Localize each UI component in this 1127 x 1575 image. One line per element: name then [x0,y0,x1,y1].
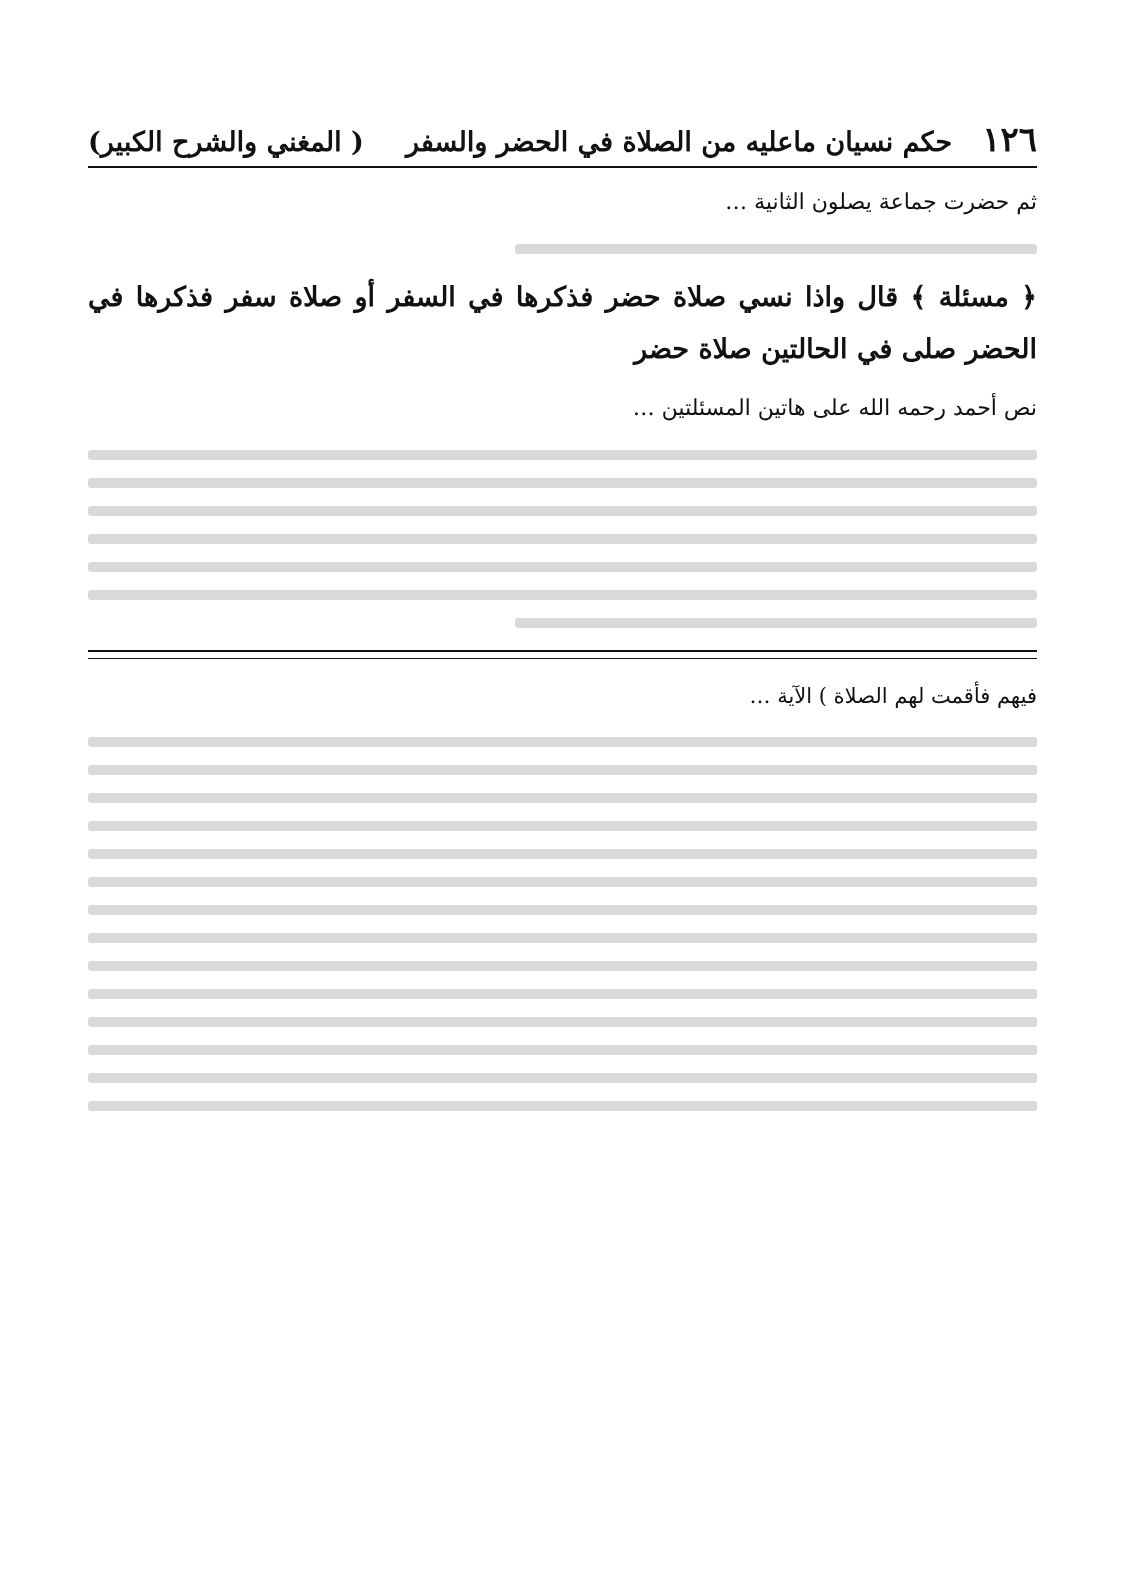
masala-heading: ﴿ مسئلة ﴾ قال واذا نسي صلاة حضر فذكرها في السفر أو صلاة سفر فذكرها في الحضر صلى في الحالتين صلاة حضر [88,282,1037,365]
text-line-placeholder [88,590,1037,600]
text-line-placeholder [88,989,1037,999]
running-head-right [406,120,1037,160]
text-line-placeholder [88,562,1037,572]
text-line-placeholder [88,534,1037,544]
text-line-placeholder [88,793,1037,803]
commentary-text [88,673,1037,1111]
text-line-placeholder [88,905,1037,915]
text-line-placeholder [88,821,1037,831]
text-line-placeholder [88,961,1037,971]
text-line-placeholder [88,849,1037,859]
commentary-opening: فيهم فأقمت لهم الصلاة ) الآية … [749,684,1037,708]
section-divider [88,650,1037,659]
chapter-title: حكم نسيان ماعليه من الصلاة في الحضر والسفر [405,127,953,158]
text-line-placeholder [88,478,1037,488]
text-line-placeholder [88,1045,1037,1055]
main-text [88,180,1037,628]
text-line-placeholder [88,737,1037,747]
text-line-placeholder [88,877,1037,887]
text-line-placeholder [88,506,1037,516]
paragraph-opening: نص أحمد رحمه الله على هاتين المسئلتين … [632,396,1037,421]
text-line-placeholder [88,1073,1037,1083]
text-line-placeholder [88,450,1037,460]
text-line-placeholder [88,765,1037,775]
page-number: ١٢٦ [982,120,1037,160]
text-line-placeholder [515,244,1037,254]
text-line-placeholder [515,618,1037,628]
text-line-placeholder [88,1101,1037,1111]
running-head [88,120,1037,168]
book-title: ( المغني والشرح الكبير) [88,127,364,158]
opening-line: ثم حضرت جماعة يصلون الثانية … [725,190,1037,215]
text-line-placeholder [88,933,1037,943]
text-line-placeholder [88,1017,1037,1027]
